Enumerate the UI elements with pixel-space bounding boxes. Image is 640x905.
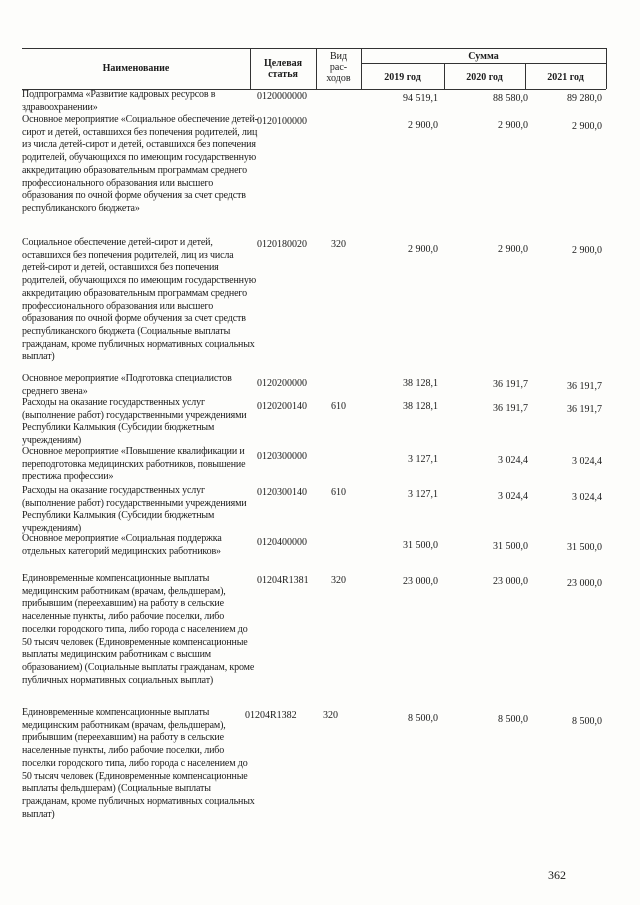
header-right-edge: [606, 48, 607, 89]
row-name: Единовременные компенсационные выплаты медицинским работникам (врачам, фельдшерам), прибывшим (переехавшим) на работу в сельские населенные пункты, либо рабочие поселки, либо поселки городского типа, либо города с населением до 50 тысяч человек (Единовременные компенсационные выплаты фельдшерам) (Социальные выплаты гражданам, кроме публичных нормативных социальных выплат): [22, 707, 255, 820]
row-expense-type: 610: [331, 487, 346, 498]
row-value-2019: 23 000,0: [403, 576, 438, 587]
row-name: Единовременные компенсационные выплаты медицинским работникам (врачам, фельдшерам), прибывшим (переехавшим) на работу в сельские населенные пункты, либо рабочие поселки, либо поселки городского типа, либо города с населением до 50 тысяч человек (Единовременные компенсационные выплаты медицинским работникам с высшим образованием) (Социальные выплаты гражданам, кроме публичных нормативных социальных выплат): [22, 573, 255, 686]
row-name: Основное мероприятие «Подготовка специалистов среднего звена»: [22, 373, 232, 397]
row-value-2019: 3 127,1: [408, 454, 438, 465]
row-value-2020: 36 191,7: [493, 403, 528, 414]
row-code: 0120200140: [257, 401, 307, 412]
header-expense-type: Вид рас- ходов: [326, 51, 351, 84]
row-value-2021: 36 191,7: [567, 404, 602, 415]
row-value-2021: 2 900,0: [572, 245, 602, 256]
row-value-2019: 38 128,1: [403, 378, 438, 389]
row-name: Подпрограмма «Развитие кадровых ресурсов в здравоохранении»: [22, 89, 216, 113]
row-value-2020: 31 500,0: [493, 541, 528, 552]
row-name: Социальное обеспечение детей-сирот и детей, оставшихся без попечения родителей, лиц из числа детей-сирот и детей, оставшихся без попечения родителей, обучающихся по имеющим государственную аккредитацию образовательным программам среднего профессионального образования или высшего образования по очной форме обучения за счет средств республиканского бюджета (Социальные выплаты гражданам, кроме публичных нормативных социальных выплат): [22, 237, 257, 363]
row-name: Расходы на оказание государственных услуг (выполнение работ) государственными учреждениями Республики Калмыкия (Субсидии бюджетным учреждениям): [22, 485, 247, 535]
row-value-2020: 36 191,7: [493, 379, 528, 390]
row-value-2019: 31 500,0: [403, 540, 438, 551]
row-expense-type: 320: [323, 710, 338, 721]
row-code: 0120200000: [257, 378, 307, 389]
row-value-2021: 31 500,0: [567, 542, 602, 553]
row-code: 01204R1381: [257, 575, 309, 586]
header-name: Наименование: [102, 63, 170, 74]
row-name: Расходы на оказание государственных услуг (выполнение работ) государственными учреждениями Республики Калмыкия (Субсидии бюджетным учреждениям): [22, 397, 247, 447]
row-code: 0120400000: [257, 537, 307, 548]
row-value-2020: 8 500,0: [498, 714, 528, 725]
header-top-rule: [22, 48, 606, 49]
row-name: Основное мероприятие «Повышение квалификации и переподготовка медицинских работников, повышение престижа профессии»: [22, 446, 246, 483]
row-value-2021: 36 191,7: [567, 381, 602, 392]
row-value-2021: 3 024,4: [572, 456, 602, 467]
row-code: 01204R1382: [245, 710, 297, 721]
row-value-2020: 3 024,4: [498, 455, 528, 466]
header-year-2019: 2019 год: [384, 72, 421, 83]
header-target-article: Целевая статья: [263, 58, 303, 80]
row-value-2020: 88 580,0: [493, 93, 528, 104]
row-code: 0120180020: [257, 239, 307, 250]
row-value-2020: 3 024,4: [498, 491, 528, 502]
row-value-2021: 23 000,0: [567, 578, 602, 589]
sum-sub-rule: [361, 63, 606, 64]
row-value-2021: 89 280,0: [567, 93, 602, 104]
row-value-2019: 38 128,1: [403, 401, 438, 412]
row-value-2020: 2 900,0: [498, 120, 528, 131]
header-year-2020: 2020 год: [466, 72, 503, 83]
row-value-2019: 3 127,1: [408, 489, 438, 500]
header-sum: Сумма: [468, 51, 499, 62]
row-value-2019: 94 519,1: [403, 93, 438, 104]
row-expense-type: 320: [331, 575, 346, 586]
row-expense-type: 320: [331, 239, 346, 250]
row-code: 0120300140: [257, 487, 307, 498]
row-name: Основное мероприятие «Социальное обеспечение детей-сирот и детей, оставшихся без попечения родителей, лиц из числа детей-сирот и детей, оставшихся без попечения родителей, обучающихся по имеющим государственную аккредитацию образовательным программам среднего профессионального образования или высшего образования по очной форме обучения за счет средств республиканского бюджета»: [22, 114, 258, 214]
row-code: 0120300000: [257, 451, 307, 462]
row-value-2021: 3 024,4: [572, 492, 602, 503]
row-code: 0120000000: [257, 91, 307, 102]
row-value-2020: 23 000,0: [493, 576, 528, 587]
row-value-2020: 2 900,0: [498, 244, 528, 255]
row-value-2019: 2 900,0: [408, 120, 438, 131]
row-value-2019: 8 500,0: [408, 713, 438, 724]
page-number: 362: [548, 868, 566, 882]
row-code: 0120100000: [257, 116, 307, 127]
row-value-2021: 2 900,0: [572, 121, 602, 132]
header-year-2021: 2021 год: [547, 72, 584, 83]
row-expense-type: 610: [331, 401, 346, 412]
row-name: Основное мероприятие «Социальная поддержка отдельных категорий медицинских работников»: [22, 533, 222, 557]
row-value-2021: 8 500,0: [572, 716, 602, 727]
row-value-2019: 2 900,0: [408, 244, 438, 255]
